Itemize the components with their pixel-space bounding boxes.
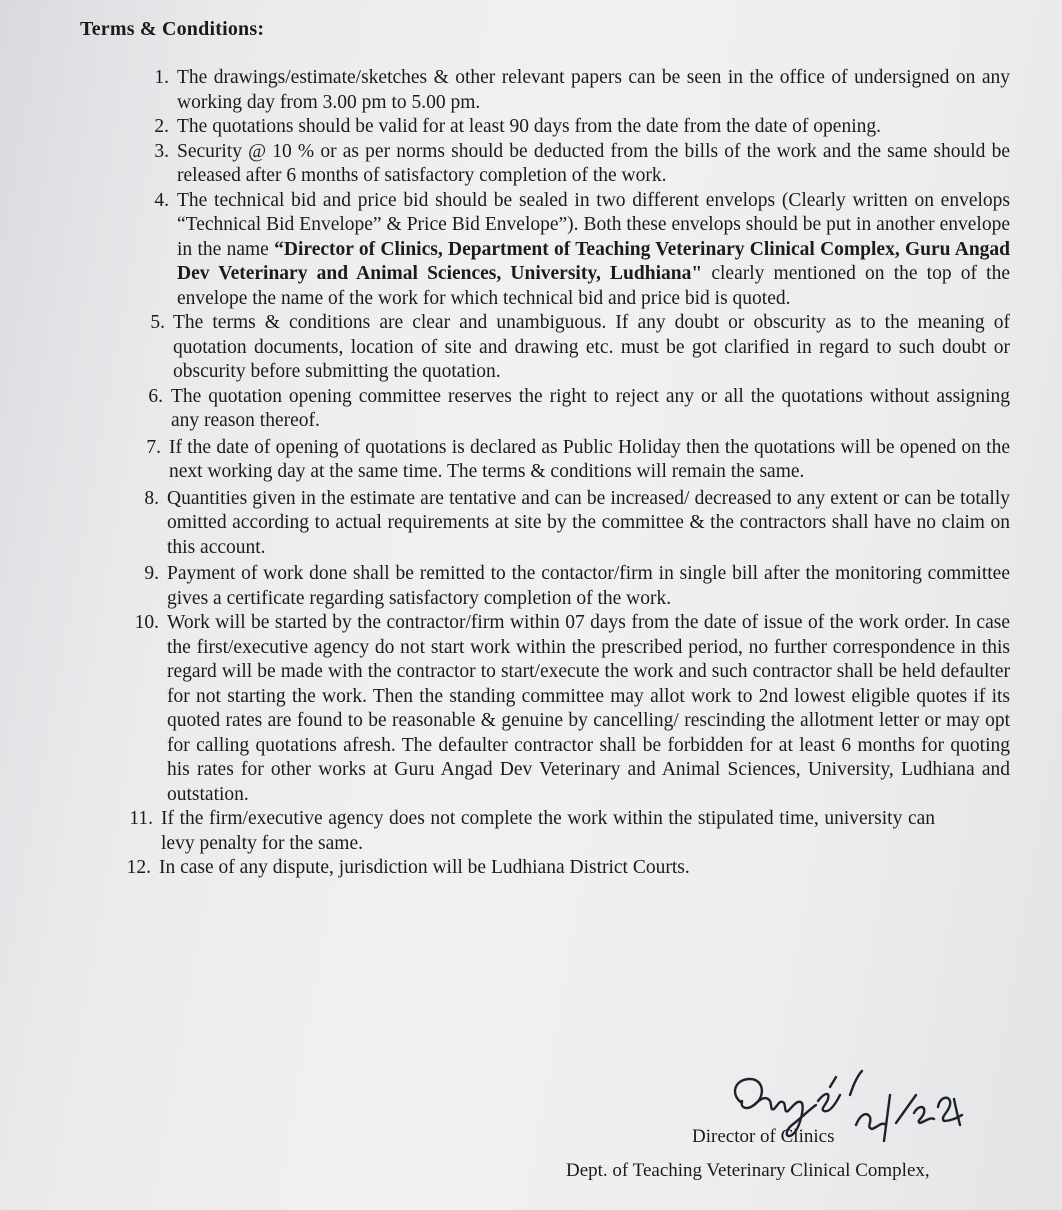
term-item-4 — [125, 189, 1010, 312]
term-text: Work will be started by the contractor/firm within 07 days from the date of issue of the work order. In case the first/executive agency do not start work within the prescribed period, no further correspondence in this regard will be made with the contractor to start/execute the work and such contractor shall be held defaulter for not starting the work. Then the standing committee may allot work to 2nd lowest eligible quotes if its quoted rates are found to be reasonable & genuine by cancelling/ rescinding the allotment letter or may opt for calling quotations afresh. The defaulter contractor shall be forbidden for at least 6 months for quoting his rates for other works at Guru Angad Dev Veterinary and Animal Sciences, University, Ludhiana and outstation. — [167, 612, 1010, 805]
term-text: If the firm/executive agency does not complete the work within the stipulated time, university can levy penalty for the same. — [161, 808, 935, 854]
term-item-2 — [125, 115, 1010, 140]
term-number: 10. — [134, 612, 159, 633]
term-text: Payment of work done shall be remitted to the contactor/firm in single bill after the monitoring committee gives a certificate regarding satisfactory completion of the work. — [167, 563, 1010, 609]
term-text: The quotations should be valid for at least 90 days from the date from the date of opening. — [177, 116, 881, 137]
term-number: 11. — [129, 808, 153, 829]
term-item-6 — [125, 385, 1010, 434]
term-item-3 — [125, 140, 1010, 189]
term-item-9 — [125, 562, 1010, 611]
term-number: 2. — [154, 116, 169, 137]
term-number: 5. — [150, 312, 165, 333]
term-number: 8. — [144, 487, 159, 509]
signatory-department: Dept. of Teaching Veterinary Clinical Complex, — [566, 1160, 930, 1181]
addressee-name: “Director of Clinics, Department of Teaching Veterinary Clinical Complex, Guru Angad Dev Veterinary and Animal Sciences, University, Ludhiana" — [177, 238, 1011, 284]
term-text-part: clearly mentioned on the top of the envelope the name of the work for which technical bid and price bid is quoted. — [177, 263, 1010, 309]
term-text: The terms & conditions are clear and unambiguous. If any doubt or obscurity as to the meaning of quotation documents, location of site and drawing etc. must be got clarified in regard to such doubt or obscurity before submitting the quotation. — [173, 312, 1010, 382]
term-number: 1. — [154, 67, 169, 88]
term-item-8 — [125, 487, 1010, 561]
term-text: If the date of opening of quotations is declared as Public Holiday then the quotations will be opened on the next working day at the same time. The terms & conditions will remain the same. — [169, 436, 1010, 482]
term-number: 6. — [148, 385, 163, 407]
terms-list — [125, 66, 1010, 881]
term-text: In case of any dispute, jurisdiction will be Ludhiana District Courts. — [159, 857, 690, 878]
term-item-5 — [125, 311, 1010, 385]
term-text: The drawings/estimate/sketches & other relevant papers can be seen in the office of undersigned on any working day from 3.00 pm to 5.00 pm. — [177, 67, 1010, 113]
term-text: Security @ 10 % or as per norms should be deducted from the bills of the work and the same should be released after 6 months of satisfactory completion of the work. — [177, 140, 1010, 186]
term-number: 7. — [146, 436, 161, 458]
signature-block — [560, 1065, 1030, 1195]
term-number: 4. — [154, 189, 169, 211]
term-item-10 — [125, 611, 1010, 807]
term-text: The quotation opening committee reserves the right to reject any or all the quotations without assigning any reason thereof. — [171, 385, 1010, 431]
term-item-7 — [125, 436, 1010, 485]
page-title: Terms & Conditions: — [80, 18, 265, 40]
term-item-11 — [125, 807, 1010, 856]
term-text-part: The technical bid and price bid should be sealed in two different envelops (Clearly written on envelops “Technical Bid Envelope” & Price Bid Envelope”). Both these envelops should be put in another envelope in the name — [177, 189, 1010, 260]
term-number: 12. — [126, 857, 151, 878]
signatory-title: Director of Clinics — [692, 1126, 835, 1147]
term-number: 9. — [144, 563, 159, 584]
term-item-12 — [125, 856, 1010, 881]
term-number: 3. — [154, 140, 169, 162]
term-item-1 — [125, 66, 1010, 115]
term-text: Quantities given in the estimate are tentative and can be increased/ decreased to any extent or can be totally omitted according to actual requirements at site by the committee & the contractors shall have no claim on this account. — [167, 487, 1010, 558]
term-text — [177, 189, 1010, 312]
